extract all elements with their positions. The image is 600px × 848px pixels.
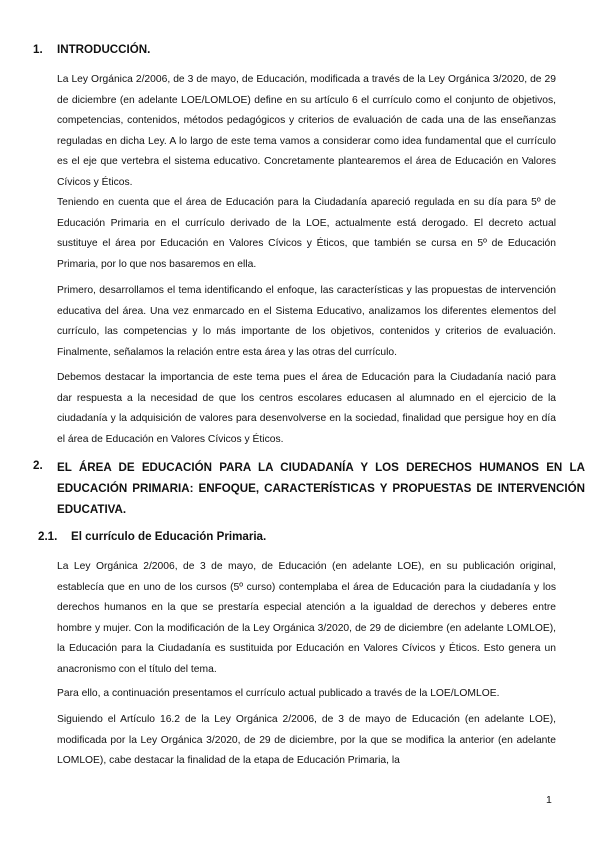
intro-paragraph-2: Teniendo en cuenta que el área de Educación para la Ciudadanía apareció regulada en su día para 5º de Educación Primaria en el currículo derivado de la LOE, actualmente está derogado. El decreto actual sustituye el área por Educación en Valores Cívicos y Éticos, que también se cursa en 5º de Educación Primaria, por lo que nos basaremos en ella. [57,197,556,270]
section-1-title: INTRODUCCIÓN. [57,43,151,56]
section-1-number: 1. [33,43,43,56]
section-2-number: 2. [33,459,43,472]
section-2-title: EL ÁREA DE EDUCACIÓN PARA LA CIUDADANÍA Y LOS DERECHOS HUMANOS EN LA EDUCACIÓN PRIMARIA: ENFOQUE, CARACTERÍSTICAS Y PROPUESTAS DE INTERVENCIÓN EDUCATIVA. [57,461,585,516]
curriculum-paragraph-1: La Ley Orgánica 2/2006, de 3 de mayo, de Educación (en adelante LOE), en su publicación original, establecía que en uno de los cursos (5º curso) contemplaba el área de Educación para la ciudadanía y los derechos humanos en la que se prestaría especial atención a la igualdad de derechos y deberes entre hombre y mujer. Con la modificación de la Ley Orgánica 3/2020, de 29 de diciembre (en adelante LOMLOE), la Educación para la Ciudadanía es sustituida por Educación en Valores Cívicos y Éticos. Esto genera un anacronismo con el título del tema. [57,561,556,675]
intro-paragraph-4: Debemos destacar la importancia de este tema pues el área de Educación para la Ciudadanía nació para dar respuesta a la necesidad de que los centros escolares educasen al alumnado en el ejercicio de la ciudadanía y la adquisición de valores para desenvolverse en la sociedad, finalidad que persigue hoy en día el área de Educación en Valores Cívicos y Éticos. [57,372,556,445]
intro-paragraph-1: La Ley Orgánica 2/2006, de 3 de mayo, de Educación, modificada a través de la Ley Orgánica 3/2020, de 29 de diciembre (en adelante LOE/LOMLOE) define en su artículo 6 el currículo como el conjunto de objetivos, competencias, contenidos, métodos pedagógicos y criterios de evaluación de cada una de las enseñanzas reguladas en dicha Ley. A lo largo de este tema vamos a considerar como idea fundamental que el currículo es el eje que vertebra el sistema educativo. Concretamente plantearemos el área de Educación en Valores Cívicos y Éticos. [57,74,556,188]
subsection-2-1-title: El currículo de Educación Primaria. [71,530,267,543]
subsection-2-1-number: 2.1. [38,530,58,543]
page-number: 1 [546,794,552,806]
curriculum-paragraph-2: Para ello, a continuación presentamos el currículo actual publicado a través de la LOE/LOMLOE. [57,688,500,699]
curriculum-paragraph-3: Siguiendo el Artículo 16.2 de la Ley Orgánica 2/2006, de 3 de mayo de Educación (en adelante LOE), modificada por la Ley Orgánica 3/2020, de 29 de diciembre, por la que se modifica la anterior (en adelante LOMLOE), cabe destacar la finalidad de la etapa de Educación Primaria, la [57,714,556,767]
intro-paragraph-3: Primero, desarrollamos el tema identificando el enfoque, las características y las propuestas de intervención educativa del área. Una vez enmarcado en el Sistema Educativo, analizamos los diferentes elementos del currículo, las competencias y lo más importante de los objetivos, contenidos y criterios de evaluación. Finalmente, señalamos la relación entre esta área y las otras del currículo. [57,285,556,358]
